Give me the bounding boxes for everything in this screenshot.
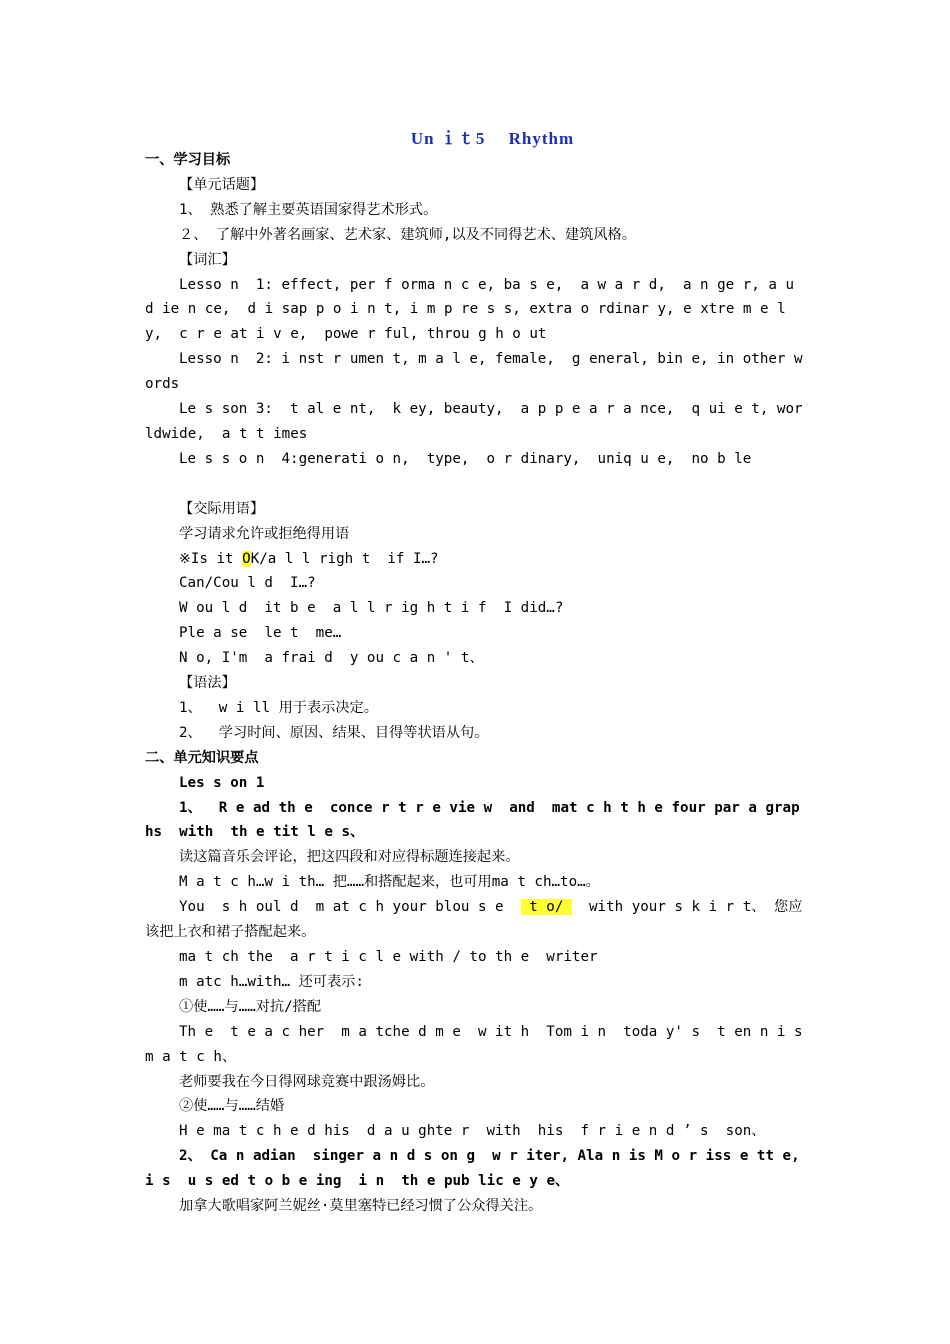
unit-title: Un ｉｔ5 Rhythm <box>410 129 575 148</box>
text-line: 【语法】 <box>179 675 236 692</box>
text-line: m atc h…with… 还可表示: <box>179 973 364 990</box>
text-segment: with your s k i r t、 您应该把上衣和裙子搭配起来。 <box>145 899 803 941</box>
text-line: Can/Cou l d I…? <box>179 575 316 592</box>
text-segment: You s h oul d m at c h your blou s e <box>179 899 521 916</box>
text-line: 老师要我在今日得网球竞赛中跟汤姆比。 <box>179 1073 435 1090</box>
text-line: Ple a se le t me… <box>179 625 342 642</box>
text-segment: K/a l l righ t if I…? <box>250 550 439 567</box>
text-line: 读这篇音乐会评论，把这四段和对应得标题连接起来。 <box>179 849 520 866</box>
text-line: M a t c h…w i th… 把……和搭配起来，也可用ma t ch…to…。 <box>179 874 600 891</box>
text-line: ①使……与……对抗/搭配 <box>179 998 322 1015</box>
text-line: 1、 R e ad th e conce r t r e vie w and mat c h t h e four par a graphs with th e tit l e s、 <box>145 799 800 841</box>
text-line: Lesso n 1: effect, per f orma n c e, ba s e, a w a r d, a n ge r, a u d ie n ce, d i sap p o i n t, i m p re s s, extra o rdinar y, e xtre m e l y, c r e at i v e, powe r ful, throu g h o ut <box>145 276 803 343</box>
text-line: H e ma t c h e d his d a u ghte r with his f r i e n d ’ s son、 <box>179 1123 766 1140</box>
text-line: 【单元话题】 <box>179 176 265 193</box>
text-line: 加拿大歌唱家阿兰妮丝·莫里塞特已经习惯了公众得关注。 <box>179 1198 543 1215</box>
text-line <box>145 472 807 497</box>
text-line: Le s s o n 4:generati o n, type, o r dinary, uniq u e, no b le <box>179 450 752 467</box>
text-line: 【词汇】 <box>179 251 236 268</box>
text-line: 【交际用语】 <box>179 500 265 517</box>
text-line: ②使……与……结婚 <box>179 1098 285 1115</box>
text-line: 1、 w i ll 用于表示决定。 <box>179 699 378 716</box>
document-body <box>145 148 820 1219</box>
text-line <box>145 547 807 572</box>
text-line: Th e t e a c her m a tche d m e w it h Tom i n toda y' s t en n i s m a t c h、 <box>145 1023 820 1065</box>
text-line: 2、 学习时间、原因、结果、目得等状语从句。 <box>179 724 489 741</box>
text-line: ma t ch the a r t i c l e with / to th e writer <box>179 949 598 965</box>
text-line <box>145 895 807 945</box>
highlighted-text: O <box>242 550 251 567</box>
text-line: Lesso n 2: i nst r umen t, m a l e, female, g eneral, bin e, in other words <box>145 351 803 393</box>
text-line: ２、 了解中外著名画家、艺术家、建筑师,以及不同得艺术、建筑风格。 <box>179 226 636 243</box>
text-segment: ※Is it <box>179 550 243 567</box>
text-line: 1、 熟悉了解主要英语国家得艺术形式。 <box>179 201 438 218</box>
text-line: 一、学习目标 <box>145 152 231 168</box>
text-line: 2、 Ca n adian singer a n d s on g w r iter, Ala n is M o r iss e tt e, i s u s ed t o b e ing i n th e pub lic e y e、 <box>145 1148 809 1190</box>
text-line: N o, I'm a frai d y ou c a n ' t、 <box>179 650 484 667</box>
highlighted-text: t o/ <box>520 899 572 916</box>
text-line: Les s on 1 <box>179 774 265 791</box>
text-line: 二、单元知识要点 <box>145 749 259 766</box>
text-line: W ou l d it b e a l l r ig h t i f I did…? <box>179 600 564 617</box>
text-line: 学习请求允许或拒绝得用语 <box>179 525 350 542</box>
text-line: Le s son 3: t al e nt, k ey, beauty, a p p e a r a nce, q ui e t, worldwide, a t t imes <box>145 401 803 442</box>
